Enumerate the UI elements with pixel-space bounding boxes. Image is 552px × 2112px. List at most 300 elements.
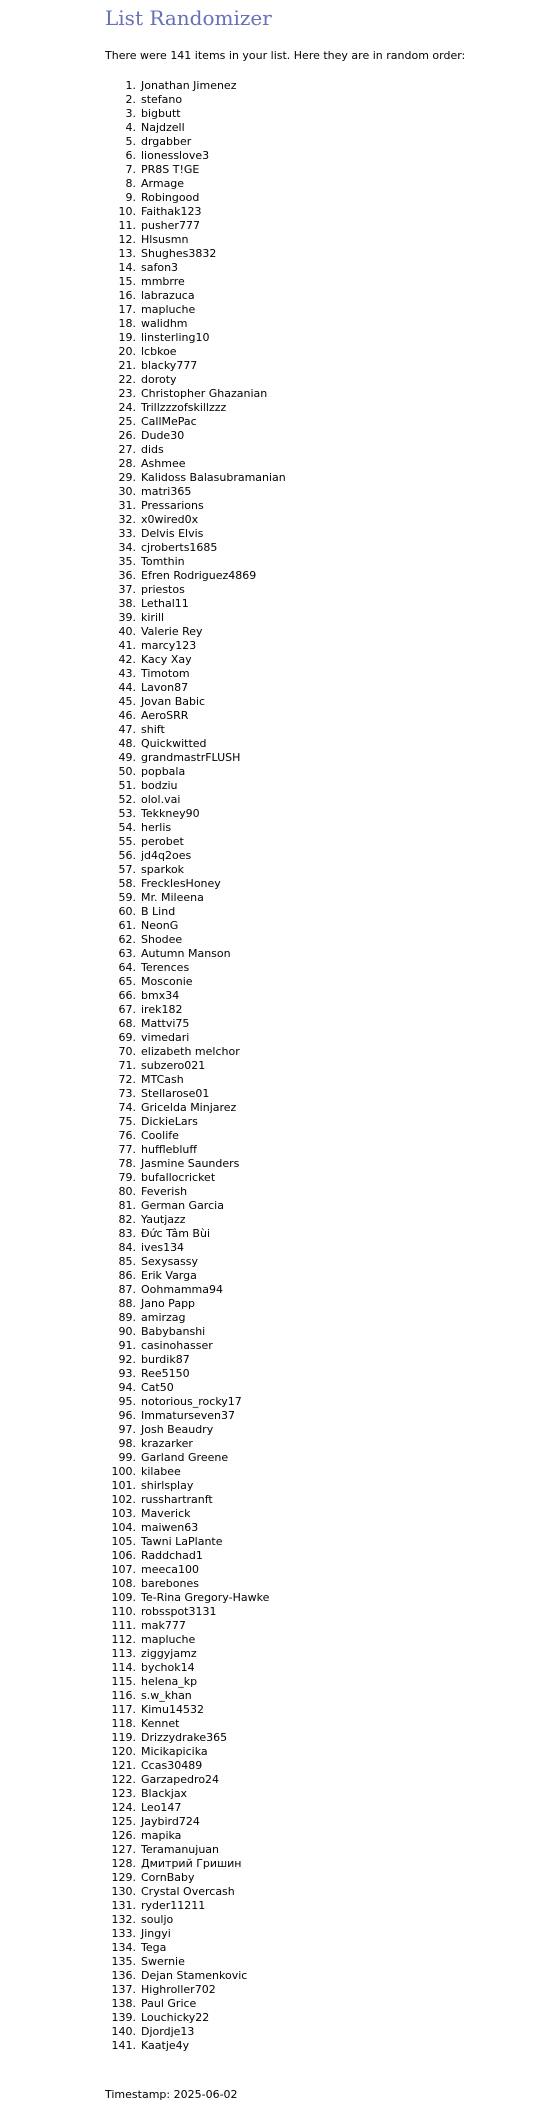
list-item (111, 1647, 545, 1661)
list-item-number: 20. (118, 345, 136, 358)
list-item (111, 1633, 545, 1647)
list-item (118, 247, 545, 261)
list-item-label: jd4q2oes (141, 849, 192, 862)
list-item-number: 70. (118, 1045, 136, 1058)
list-item-label: kilabee (141, 1465, 181, 1478)
list-item (118, 989, 545, 1003)
list-item-label: Quickwitted (141, 737, 207, 750)
list-item-number: 56. (118, 849, 136, 862)
list-item (118, 1311, 545, 1325)
list-item (118, 1031, 545, 1045)
list-item-label: blacky777 (141, 359, 198, 372)
intro-text: There were 141 items in your list. Here they are in random order: (105, 49, 466, 62)
list-item (118, 793, 545, 807)
list-item (118, 863, 545, 877)
list-item-number: 105. (111, 1535, 136, 1548)
list-item-number: 50. (118, 765, 136, 778)
list-item-label: x0wired0x (141, 513, 199, 526)
list-item-label: Gricelda Minjarez (141, 1101, 237, 1114)
list-item-number: 49. (118, 751, 136, 764)
list-item-label: Raddchad1 (141, 1549, 203, 1562)
list-item-label: burdik87 (141, 1353, 190, 1366)
list-item-label: Shughes3832 (141, 247, 217, 260)
list-item-number: 38. (118, 597, 136, 610)
list-item-number: 47. (118, 723, 136, 736)
list-item (111, 1843, 545, 1857)
list-item (111, 1619, 545, 1633)
list-item (118, 1283, 545, 1297)
list-item-number: 136. (111, 1969, 136, 1982)
list-item (111, 1493, 545, 1507)
list-item-label: Mattvi75 (141, 1017, 190, 1030)
list-item (118, 625, 545, 639)
list-item (118, 807, 545, 821)
list-item-label: casinohasser (141, 1339, 213, 1352)
list-item-number: 79. (118, 1171, 136, 1184)
list-item (118, 331, 545, 345)
list-item-number: 88. (118, 1297, 136, 1310)
list-item (118, 835, 545, 849)
list-item-number: 78. (118, 1157, 136, 1170)
timestamp: Timestamp: 2025-06-02 (105, 2088, 238, 2101)
list-item (118, 975, 545, 989)
list-item-number: 37. (118, 583, 136, 596)
list-item (111, 1703, 545, 1717)
list-item-label: ives134 (141, 1241, 185, 1254)
list-item (118, 205, 545, 219)
list-item-label: mmbrre (141, 275, 185, 288)
list-item-number: 93. (118, 1367, 136, 1380)
list-item (118, 1115, 545, 1129)
list-item-number: 29. (118, 471, 136, 484)
page-title: List Randomizer (105, 6, 272, 30)
list-item-number: 80. (118, 1185, 136, 1198)
list-item-label: Jaybird724 (141, 1815, 200, 1828)
list-item-number: 42. (118, 653, 136, 666)
randomized-list (105, 79, 545, 2053)
list-item (111, 1689, 545, 1703)
list-item (111, 1801, 545, 1815)
list-item-number: 53. (118, 807, 136, 820)
list-item-label: CallMePac (141, 415, 197, 428)
list-item (118, 667, 545, 681)
list-item-number: 15. (118, 275, 136, 288)
list-item-label: Dejan Stamenkovic (141, 1969, 248, 1982)
list-item-number: 135. (111, 1955, 136, 1968)
list-item-label: Hlsusmn (141, 233, 189, 246)
list-item-number: 63. (118, 947, 136, 960)
list-item-label: Kalidoss Balasubramanian (141, 471, 286, 484)
list-item-number: 122. (111, 1773, 136, 1786)
list-item-number: 7. (125, 163, 136, 176)
list-item-number: 86. (118, 1269, 136, 1282)
list-item (118, 1073, 545, 1087)
list-item (118, 233, 545, 247)
list-item (125, 191, 545, 205)
list-item (125, 121, 545, 135)
list-item (111, 1535, 545, 1549)
list-item (118, 1409, 545, 1423)
list-item (118, 345, 545, 359)
list-item-label: DickieLars (141, 1115, 198, 1128)
list-item-label: Jingyi (141, 1927, 171, 1940)
list-item (111, 2025, 545, 2039)
list-item-number: 83. (118, 1227, 136, 1240)
list-item-label: pusher777 (141, 219, 200, 232)
list-item-number: 32. (118, 513, 136, 526)
list-item (118, 1381, 545, 1395)
list-item (111, 1745, 545, 1759)
list-item-label: olol.vai (141, 793, 181, 806)
list-item (118, 695, 545, 709)
list-item-number: 31. (118, 499, 136, 512)
list-item-number: 76. (118, 1129, 136, 1142)
list-item-number: 121. (111, 1759, 136, 1772)
list-item-number: 58. (118, 877, 136, 890)
list-item (111, 1927, 545, 1941)
list-item (111, 1605, 545, 1619)
list-item (118, 415, 545, 429)
list-item-number: 22. (118, 373, 136, 386)
list-item-label: dids (141, 443, 164, 456)
list-item (118, 527, 545, 541)
list-item-number: 111. (111, 1619, 136, 1632)
list-item-label: Christopher Ghazanian (141, 387, 268, 400)
list-item-number: 17. (118, 303, 136, 316)
list-item-label: barebones (141, 1577, 199, 1590)
list-item-label: Shodee (141, 933, 183, 946)
list-item-label: Maverick (141, 1507, 191, 1520)
list-item (118, 1241, 545, 1255)
list-item (118, 933, 545, 947)
list-item-number: 87. (118, 1283, 136, 1296)
list-item (118, 541, 545, 555)
list-item (118, 849, 545, 863)
list-item-number: 72. (118, 1073, 136, 1086)
list-item-number: 65. (118, 975, 136, 988)
list-item-number: 116. (111, 1689, 136, 1702)
list-item-label: Valerie Rey (141, 625, 203, 638)
list-item-number: 68. (118, 1017, 136, 1030)
list-item (111, 1577, 545, 1591)
list-item (125, 93, 545, 107)
list-item-label: Swernie (141, 1955, 185, 1968)
list-item-number: 54. (118, 821, 136, 834)
list-item (118, 555, 545, 569)
list-item-label: bigbutt (141, 107, 181, 120)
list-item (111, 1955, 545, 1969)
list-item-number: 115. (111, 1675, 136, 1688)
list-item (111, 1591, 545, 1605)
list-item-number: 124. (111, 1801, 136, 1814)
list-item-label: Armage (141, 177, 185, 190)
list-item-number: 43. (118, 667, 136, 680)
list-item (111, 1675, 545, 1689)
list-item-label: irek182 (141, 1003, 183, 1016)
list-item-label: Дмитрий Гришин (141, 1857, 242, 1870)
list-item-label: Highroller702 (141, 1983, 216, 1996)
list-item-label: Dude30 (141, 429, 185, 442)
list-item-label: Efren Rodriguez4869 (141, 569, 257, 582)
list-item (125, 177, 545, 191)
list-item-label: bufallocricket (141, 1171, 216, 1184)
list-item-label: Jonathan Jimenez (141, 79, 237, 92)
list-item-label: lionesslove3 (141, 149, 210, 162)
list-item-number: 75. (118, 1115, 136, 1128)
list-item-number: 18. (118, 317, 136, 330)
list-item (118, 373, 545, 387)
list-item (118, 653, 545, 667)
list-item (111, 1885, 545, 1899)
list-item (118, 457, 545, 471)
list-item (118, 947, 545, 961)
list-item (118, 1101, 545, 1115)
list-item-number: 51. (118, 779, 136, 792)
list-item-label: Pressarions (141, 499, 204, 512)
list-item-number: 39. (118, 611, 136, 624)
list-item-number: 141. (111, 2039, 136, 2052)
list-item-label: Leo147 (141, 1801, 182, 1814)
list-item-label: German Garcia (141, 1199, 224, 1212)
list-item-number: 5. (125, 135, 136, 148)
list-item-label: Djordje13 (141, 2025, 195, 2038)
list-item-number: 66. (118, 989, 136, 1002)
list-item (111, 1549, 545, 1563)
list-item-label: Babybanshi (141, 1325, 206, 1338)
list-item-label: CornBaby (141, 1871, 195, 1884)
list-item-number: 85. (118, 1255, 136, 1268)
list-item-number: 100. (111, 1465, 136, 1478)
list-item-number: 117. (111, 1703, 136, 1716)
list-item-label: Immaturseven37 (141, 1409, 235, 1422)
list-item-label: Tawni LaPlante (141, 1535, 223, 1548)
list-item-number: 33. (118, 527, 136, 540)
list-item (118, 1353, 545, 1367)
list-item (125, 135, 545, 149)
list-item-label: labrazuca (141, 289, 195, 302)
list-item (111, 1717, 545, 1731)
page (105, 0, 545, 2101)
list-item-label: Mr. Mileena (141, 891, 204, 904)
list-item (118, 905, 545, 919)
list-item (125, 107, 545, 121)
list-item-number: 30. (118, 485, 136, 498)
list-item (118, 751, 545, 765)
list-item-label: Jasmine Saunders (141, 1157, 240, 1170)
list-item-number: 71. (118, 1059, 136, 1072)
list-item (118, 1395, 545, 1409)
list-item-label: Te-Rina Gregory-Hawke (141, 1591, 270, 1604)
list-item-label: sparkok (141, 863, 185, 876)
list-item-label: herlis (141, 821, 172, 834)
list-item-label: Lavon87 (141, 681, 189, 694)
list-item-number: 96. (118, 1409, 136, 1422)
list-item (111, 1969, 545, 1983)
list-item (118, 639, 545, 653)
list-item-label: linsterling10 (141, 331, 210, 344)
list-item-number: 28. (118, 457, 136, 470)
list-item (111, 1941, 545, 1955)
list-item-number: 130. (111, 1885, 136, 1898)
list-item-label: Coolife (141, 1129, 179, 1142)
list-item-label: shift (141, 723, 165, 736)
list-item (118, 429, 545, 443)
list-item-label: Kaatje4y (141, 2039, 190, 2052)
list-item (111, 1983, 545, 1997)
list-item (118, 1227, 545, 1241)
list-item-label: priestos (141, 583, 185, 596)
list-item (118, 1171, 545, 1185)
list-item (111, 1661, 545, 1675)
list-item-number: 120. (111, 1745, 136, 1758)
list-item-label: MTCash (141, 1073, 184, 1086)
list-item (118, 597, 545, 611)
list-item-number: 91. (118, 1339, 136, 1352)
list-item-number: 34. (118, 541, 136, 554)
list-item-number: 126. (111, 1829, 136, 1842)
list-item-number: 21. (118, 359, 136, 372)
list-item-label: Yautjazz (141, 1213, 186, 1226)
list-item-label: russhartranft (141, 1493, 213, 1506)
list-item-label: mapluche (141, 1633, 196, 1646)
list-item (118, 275, 545, 289)
list-item-number: 137. (111, 1983, 136, 1996)
list-item-label: Cat50 (141, 1381, 174, 1394)
list-item-number: 84. (118, 1241, 136, 1254)
list-item-label: Feverish (141, 1185, 188, 1198)
list-item-number: 9. (125, 191, 136, 204)
list-item-label: drgabber (141, 135, 192, 148)
list-item-label: Micikapicika (141, 1745, 208, 1758)
list-item-label: popbala (141, 765, 186, 778)
list-item-label: Garzapedro24 (141, 1773, 220, 1786)
list-item-number: 106. (111, 1549, 136, 1562)
list-item-label: Autumn Manson (141, 947, 231, 960)
list-item-label: Oohmamma94 (141, 1283, 223, 1296)
list-item (111, 1857, 545, 1871)
list-item-number: 114. (111, 1661, 136, 1674)
list-item (118, 569, 545, 583)
list-item-number: 45. (118, 695, 136, 708)
list-item-label: NeonG (141, 919, 179, 932)
list-item-label: Paul Grice (141, 1997, 197, 2010)
list-item-label: Teramanujuan (141, 1843, 220, 1856)
list-item-label: doroty (141, 373, 177, 386)
list-item-label: souljo (141, 1913, 174, 1926)
list-item (125, 79, 545, 93)
list-item (118, 737, 545, 751)
list-item-label: robsspot3131 (141, 1605, 217, 1618)
list-item-label: mapika (141, 1829, 182, 1842)
list-item (125, 149, 545, 163)
list-item-label: bmx34 (141, 989, 180, 1002)
list-item (111, 1997, 545, 2011)
list-item-label: Kacy Xay (141, 653, 192, 666)
list-item-number: 16. (118, 289, 136, 302)
list-item-number: 44. (118, 681, 136, 694)
list-item-number: 6. (125, 149, 136, 162)
list-item (118, 1003, 545, 1017)
list-item-number: 59. (118, 891, 136, 904)
list-item-label: Kennet (141, 1717, 180, 1730)
list-item-number: 25. (118, 415, 136, 428)
list-item-number: 19. (118, 331, 136, 344)
list-item (118, 1129, 545, 1143)
list-item-label: elizabeth melchor (141, 1045, 240, 1058)
list-item-label: amirzag (141, 1311, 186, 1324)
list-item-number: 118. (111, 1717, 136, 1730)
list-item-label: lcbkoe (141, 345, 177, 358)
list-item-number: 109. (111, 1591, 136, 1604)
list-item-label: Drizzydrake365 (141, 1731, 228, 1744)
list-item-number: 127. (111, 1843, 136, 1856)
list-item-label: meeca100 (141, 1563, 200, 1576)
list-item-label: mak777 (141, 1619, 186, 1632)
list-item-number: 140. (111, 2025, 136, 2038)
list-item-number: 134. (111, 1941, 136, 1954)
list-item (118, 499, 545, 513)
list-item-number: 52. (118, 793, 136, 806)
list-item (111, 1787, 545, 1801)
list-item (111, 1507, 545, 1521)
list-item-number: 81. (118, 1199, 136, 1212)
list-item (111, 1563, 545, 1577)
list-item-label: Josh Beaudry (141, 1423, 214, 1436)
list-item (111, 2039, 545, 2053)
list-item-number: 67. (118, 1003, 136, 1016)
list-item (118, 1199, 545, 1213)
list-item-label: FrecklesHoney (141, 877, 221, 890)
list-item-label: Tomthin (141, 555, 185, 568)
list-item-number: 57. (118, 863, 136, 876)
list-item-label: Kimu14532 (141, 1703, 204, 1716)
list-item-number: 23. (118, 387, 136, 400)
list-item (118, 961, 545, 975)
list-item (118, 1423, 545, 1437)
list-item-number: 13. (118, 247, 136, 260)
list-item-label: helena_kp (141, 1675, 198, 1688)
list-item-number: 3. (125, 107, 136, 120)
list-item-number: 104. (111, 1521, 136, 1534)
list-item (111, 1465, 545, 1479)
list-item (118, 1213, 545, 1227)
list-item-number: 74. (118, 1101, 136, 1114)
list-item-number: 4. (125, 121, 136, 134)
list-item-number: 77. (118, 1143, 136, 1156)
list-item-label: kirill (141, 611, 165, 624)
list-item (118, 1451, 545, 1465)
list-item (118, 1269, 545, 1283)
list-item-label: Ree5150 (141, 1367, 190, 1380)
list-item (118, 1339, 545, 1353)
list-item (118, 1017, 545, 1031)
list-item-label: Najdzell (141, 121, 185, 134)
list-item (118, 1087, 545, 1101)
list-item (118, 611, 545, 625)
list-item-label: Crystal Overcash (141, 1885, 235, 1898)
list-item (118, 1367, 545, 1381)
list-item-label: cjroberts1685 (141, 541, 218, 554)
list-item (118, 1045, 545, 1059)
list-item-number: 123. (111, 1787, 136, 1800)
list-item-label: maiwen63 (141, 1521, 199, 1534)
list-item-number: 2. (125, 93, 136, 106)
list-item-number: 125. (111, 1815, 136, 1828)
list-item-label: ryder11211 (141, 1899, 206, 1912)
list-item (118, 891, 545, 905)
list-item (118, 723, 545, 737)
list-item (118, 1157, 545, 1171)
